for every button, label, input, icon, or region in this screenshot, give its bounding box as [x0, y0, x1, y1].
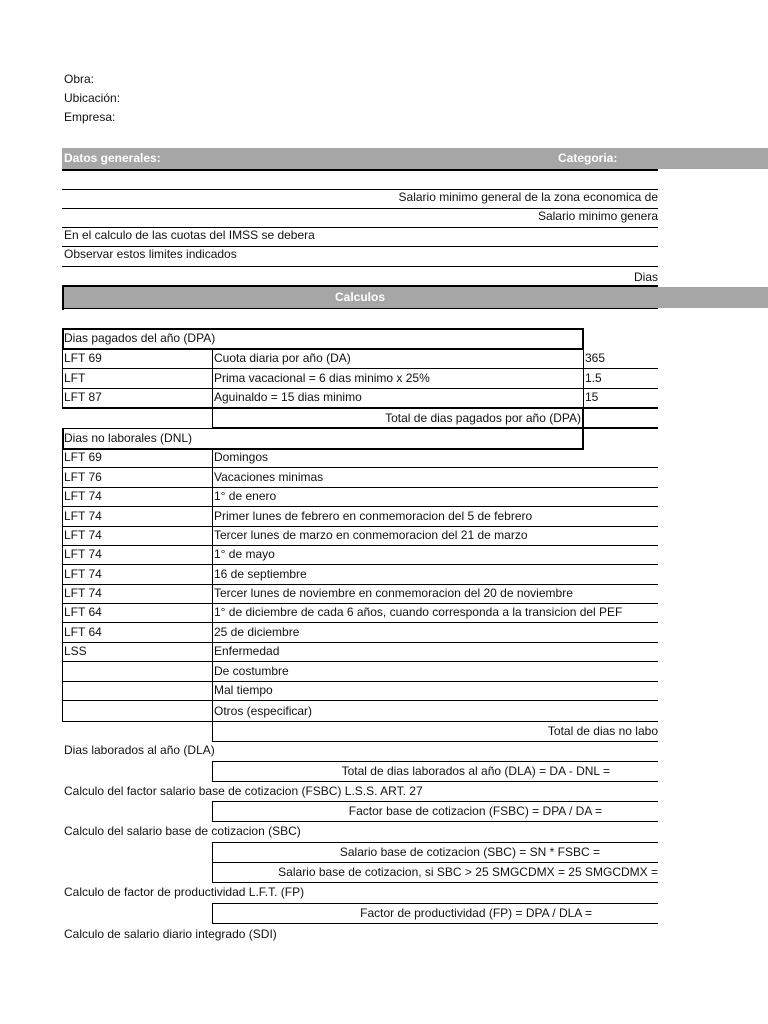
general-title: Datos generales: [64, 151, 161, 165]
dias-label: Dias [633, 270, 658, 284]
dnl-desc: Primer lunes de febrero en conmemoracion del 5 de febrero [214, 509, 533, 523]
smg-general-label: Salario minimo genera [537, 209, 658, 223]
calculos-header-bar [62, 287, 768, 308]
row-line [62, 564, 658, 565]
dnl-desc: De costumbre [214, 664, 289, 678]
obra-label: Obra: [64, 72, 95, 86]
dnl-desc: Vacaciones minimas [214, 470, 324, 484]
dnl-desc: Tercer lunes de noviembre en conmemoracion del 20 de noviembre [214, 586, 573, 600]
fp-title: Calculo de factor de productividad L.F.T. (FP) [64, 885, 305, 899]
dnl-ref: LFT 64 [64, 605, 102, 619]
dnl-desc: 1° de diciembre de cada 6 años, cuando corresponda a la transicion del PEF [214, 605, 623, 619]
dnl-ref: LFT 74 [64, 509, 102, 523]
dnl-ref: LSS [64, 644, 87, 658]
dnl-desc: Mal tiempo [214, 683, 273, 697]
row-line [212, 923, 658, 924]
dpa-box-right [582, 328, 584, 350]
row-line [62, 661, 658, 662]
fsbc-formula: Factor base de cotizacion (FSBC) = DPA / DA = [348, 804, 602, 818]
dnl-desc: 1° de mayo [214, 547, 275, 561]
dnl-total-label: Total de dias no labo [547, 724, 658, 738]
dpa-desc: Cuota diaria por año (DA) [214, 351, 351, 365]
dpa-total-right [582, 408, 584, 428]
calculos-bar-bottom [62, 308, 658, 309]
dpa-col-line [583, 350, 584, 408]
dnl-title-bottom [62, 448, 584, 450]
sbc-cap-formula: Salario base de cotizacion, si SBC > 25 SMGCDMX = 25 SMGCDMX = [278, 865, 658, 879]
imss-note: En el calculo de las cuotas del IMSS se debera [64, 228, 315, 242]
dnl-ref: LFT 64 [64, 625, 102, 639]
row-line [62, 622, 658, 623]
dpa-col-line [212, 350, 213, 408]
dnl-desc: Tercer lunes de marzo en conmemoracion del 21 de marzo [214, 528, 528, 542]
dnl-title: Dias no laborales (DNL) [64, 431, 193, 445]
dpa-desc: Aguinaldo = 15 dias minimo [214, 390, 362, 404]
dpa-ref: LFT 87 [64, 390, 102, 404]
dpa-desc: Prima vacacional = 6 dias minimo x 25% [214, 371, 430, 385]
dnl-desc: Enfermedad [214, 644, 280, 658]
fp-formula: Factor de productividad (FP) = DPA / DLA = [360, 906, 592, 920]
dpa-col-line [62, 350, 63, 408]
dnl-ref: LFT 74 [64, 567, 102, 581]
dla-formula: Total de dias laborados al año (DLA) = DA - DNL = [341, 764, 610, 778]
dla-title: Dias laborados al año (DLA) [64, 743, 215, 757]
dnl-desc: Domingos [214, 450, 269, 464]
dnl-ref: LFT 74 [64, 586, 102, 600]
dpa-value: 15 [585, 390, 599, 404]
dpa-title: Dias pagados del año (DPA) [64, 331, 216, 345]
dpa-ref: LFT [64, 371, 86, 385]
dnl-ref: LFT 74 [64, 489, 102, 503]
sbc-formula: Salario base de cotizacion (SBC) = SN * FSBC = [339, 845, 600, 859]
dpa-ref: LFT 69 [64, 351, 102, 365]
row-line [62, 642, 658, 643]
dnl-ref: LFT 74 [64, 528, 102, 542]
dnl-desc: 25 de diciembre [214, 625, 300, 639]
dnl-box-right [582, 428, 584, 450]
dpa-value: 365 [585, 351, 606, 365]
dnl-desc: 1° de enero [214, 489, 277, 503]
row-line [62, 681, 658, 682]
smg-zona-label: Salario minimo general de la zona economica de [398, 190, 658, 204]
row-line [62, 467, 658, 468]
calculos-title: Calculos [334, 290, 385, 304]
fsbc-title: Calculo del factor salario base de cotizacion (FSBC) L.S.S. ART. 27 [64, 784, 423, 798]
empresa-label: Empresa: [64, 110, 116, 124]
categoria-label: Categoria: [558, 151, 618, 165]
dnl-ref: LFT 74 [64, 547, 102, 561]
dnl-desc: Otros (especificar) [214, 704, 313, 718]
sdi-title: Calculo de salario diario integrado (SDI) [64, 927, 277, 941]
sbc-title: Calculo del salario base de cotizacion (SBC) [64, 824, 301, 838]
dpa-value: 1.5 [585, 371, 602, 385]
row-line [62, 266, 658, 267]
ubicacion-label: Ubicación: [64, 91, 121, 105]
dpa-total-label: Total de dias pagados por año (DPA) [385, 411, 581, 425]
row-line [62, 487, 658, 488]
calculos-bar-left [62, 285, 64, 310]
row-line [62, 700, 658, 701]
row-line [62, 545, 658, 546]
limites-note: Observar estos limites indicados [64, 247, 237, 261]
dnl-col-line [212, 450, 213, 742]
dnl-ref: LFT 76 [64, 470, 102, 484]
dnl-ref: LFT 69 [64, 450, 102, 464]
dnl-desc: 16 de septiembre [214, 567, 307, 581]
row-line [212, 741, 658, 742]
general-header-bar [62, 148, 768, 169]
general-bar-bottom [62, 169, 658, 171]
